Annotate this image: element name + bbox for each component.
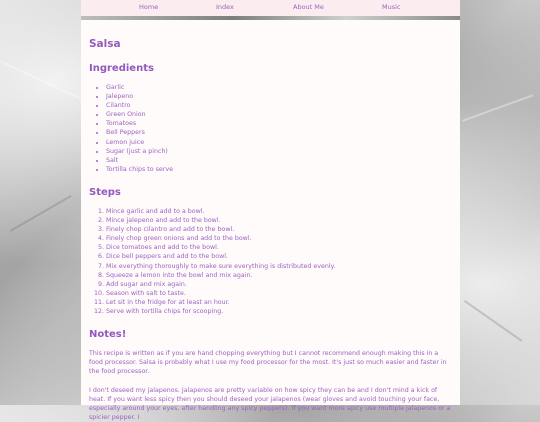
background-crease bbox=[462, 94, 533, 122]
ingredient-item: • Garlic bbox=[106, 83, 452, 92]
step-item: 8. Squeeze a lemon into the bowl and mix again. bbox=[106, 271, 452, 280]
step-item: 2. Mince jalepeno and add to the bowl. bbox=[106, 216, 452, 225]
notes-heading: Notes! bbox=[89, 329, 127, 341]
step-item: 10. Season with salt to taste. bbox=[106, 289, 452, 298]
notes-paragraph: I don't deseed my jalapenos. Jalapenos are pretty variable on how spicy they can be and I don't mind a kick of heat. If you want less spicy then you should deseed your jalapenos (wear gloves and avoid touching your face, especially around your eyes, after handling any spicy peppers). If you want more spicy use multiple jalapenos or a spicier pepper. I bbox=[89, 386, 451, 422]
nav-link-about-me[interactable]: About Me bbox=[293, 3, 324, 11]
step-item: 5. Dice tomatoes and add to the bowl. bbox=[106, 243, 452, 252]
step-item: 7. Mix everything thoroughly to make sure everything is distributed evenly. bbox=[106, 262, 452, 271]
notes-paragraph: This recipe is written as if you are hand chopping everything but I cannot recommend enough making this in a food processor. Salsa is probably what I use my food processor for the most. It's just so much easier and faster in the food processor. bbox=[89, 350, 447, 376]
nav-link-home[interactable]: Home bbox=[139, 3, 159, 11]
page-title: Salsa bbox=[89, 38, 121, 50]
step-item: 4. Finely chop green onions and add to the bowl. bbox=[106, 234, 452, 243]
nav-link-index[interactable]: Index bbox=[216, 3, 234, 11]
ingredient-item: • Salt bbox=[106, 156, 452, 165]
step-item: 11. Let sit in the fridge for at least an hour. bbox=[106, 298, 452, 307]
ingredients-list bbox=[89, 83, 452, 174]
background-crease bbox=[0, 60, 82, 100]
ingredients-heading: Ingredients bbox=[89, 63, 154, 74]
ingredient-item: • Tomatoes bbox=[106, 119, 452, 128]
step-item: 3. Finely chop cilantro and add to the bowl. bbox=[106, 225, 452, 234]
ingredient-item: • Bell Peppers bbox=[106, 128, 452, 137]
step-item: 9. Add sugar and mix again. bbox=[106, 280, 452, 289]
steps-list bbox=[89, 207, 452, 316]
ingredient-item: • Cilantro bbox=[106, 101, 452, 110]
step-item: 12. Serve with tortilla chips for scooping. bbox=[106, 307, 452, 316]
top-navbar bbox=[81, 0, 460, 16]
ingredient-item: • Tortilla chips to serve bbox=[106, 165, 452, 174]
steps-heading: Steps bbox=[89, 186, 121, 198]
background-crease bbox=[464, 300, 522, 342]
background-crease bbox=[10, 195, 72, 232]
step-item: 1. Mince garlic and add to a bowl. bbox=[106, 207, 452, 216]
ingredient-item: • Lemon juice bbox=[106, 138, 452, 147]
ingredient-item: • Jalepeno bbox=[106, 92, 452, 101]
ingredient-item: • Sugar (just a pinch) bbox=[106, 147, 452, 156]
ingredient-item: • Green Onion bbox=[106, 110, 452, 119]
recipe-content bbox=[81, 20, 460, 422]
step-item: 6. Dice bell peppers and add to the bowl. bbox=[106, 252, 452, 261]
nav-link-music[interactable]: Music bbox=[382, 3, 401, 11]
